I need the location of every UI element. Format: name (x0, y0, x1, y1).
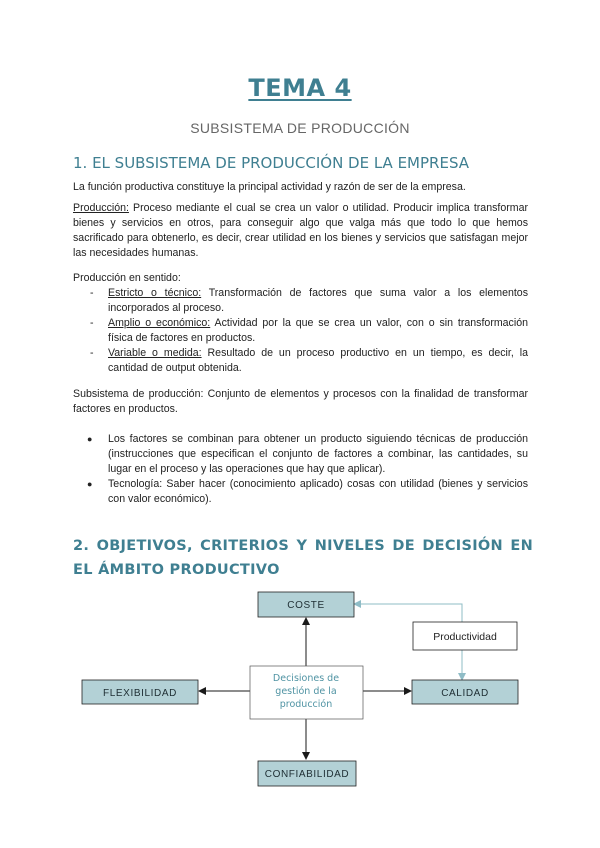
center-box (250, 666, 363, 719)
sense-text: Resultado de un proceso productivo en un tiempo, es decir, la cantidad de output obtenida. (108, 347, 528, 374)
produccion-paragraph (73, 201, 528, 261)
subsistema-paragraph: Subsistema de producción: Conjunto de elementos y procesos con la finalidad de transformar factores en productos. (73, 388, 528, 415)
dash-marker: - (90, 317, 94, 329)
list-item (73, 432, 528, 477)
list-item (73, 346, 528, 376)
sense-term: Amplio o económico: (108, 317, 211, 329)
page-title: TEMA 4 (248, 74, 352, 102)
sense-term: Estricto o técnico: (108, 287, 202, 299)
coste-box (258, 592, 354, 617)
center-label-line-1: Decisiones de (272, 673, 340, 684)
list-item (73, 477, 528, 507)
calidad-label: CALIDAD (441, 688, 489, 699)
flexibilidad-label: FLEXIBILIDAD (103, 688, 177, 699)
flexibilidad-box (82, 680, 198, 704)
center-label-line-2: gestión de la (275, 686, 337, 697)
calidad-box (412, 680, 518, 704)
productividad-box (413, 622, 517, 650)
section-2-heading: 2. OBJETIVOS, CRITERIOS Y NIVELES DE DECISIÓN EN EL ÁMBITO PRODUCTIVO (73, 538, 533, 578)
sentido-label: Producción en sentido: (73, 272, 181, 284)
productividad-label: Productividad (433, 631, 497, 643)
bullet-text: Tecnología: Saber hacer (conocimiento aplicado) cosas con utilidad (bienes y servicios con valor económico). (108, 478, 528, 505)
bullet-list (73, 432, 528, 507)
section-1-heading: 1. EL SUBSISTEMA DE PRODUCCIÓN DE LA EMPRESA (73, 154, 470, 172)
production-decisions-diagram (0, 580, 600, 848)
dash-marker: - (90, 347, 94, 359)
intro-paragraph: La función productiva constituye la principal actividad y razón de ser de la empresa. (73, 181, 466, 193)
sense-term: Variable o medida: (108, 347, 202, 359)
list-item (73, 286, 528, 316)
center-label-line-3: producción (279, 699, 333, 710)
page-subtitle: SUBSISTEMA DE PRODUCCIÓN (190, 120, 410, 136)
bullet-marker: ● (87, 434, 93, 444)
produccion-term: Producción: (73, 202, 129, 214)
bullet-marker: ● (87, 479, 93, 489)
sense-text: Actividad por la que se crea un valor, con o sin transformación física de factores en productos. (108, 317, 528, 344)
dash-marker: - (90, 287, 94, 299)
senses-list (73, 286, 528, 376)
coste-label: COSTE (287, 600, 325, 611)
produccion-definition: Proceso mediante el cual se crea un valor o utilidad. Producir implica transformar bienes y servicios en otros, para conseguir algo que valga más que todo lo que hemos sacrificado para obtenerlo, es decir, crear utilidad en los bienes y servicios que satisfagan mejor las necesidades humanas. (73, 202, 528, 259)
confiabilidad-label: CONFIABILIDAD (264, 769, 350, 780)
list-item (73, 316, 528, 346)
confiabilidad-box (258, 761, 356, 786)
sense-text: Transformación de factores que suma valor a los elementos incorporados al proceso. (108, 287, 528, 314)
bullet-text: Los factores se combinan para obtener un producto siguiendo técnicas de producción (instrucciones que especifican el conjunto de factores a combinar, las cantidades, su lugar en el proceso y las operaciones que hay que aplicar). (108, 433, 528, 475)
